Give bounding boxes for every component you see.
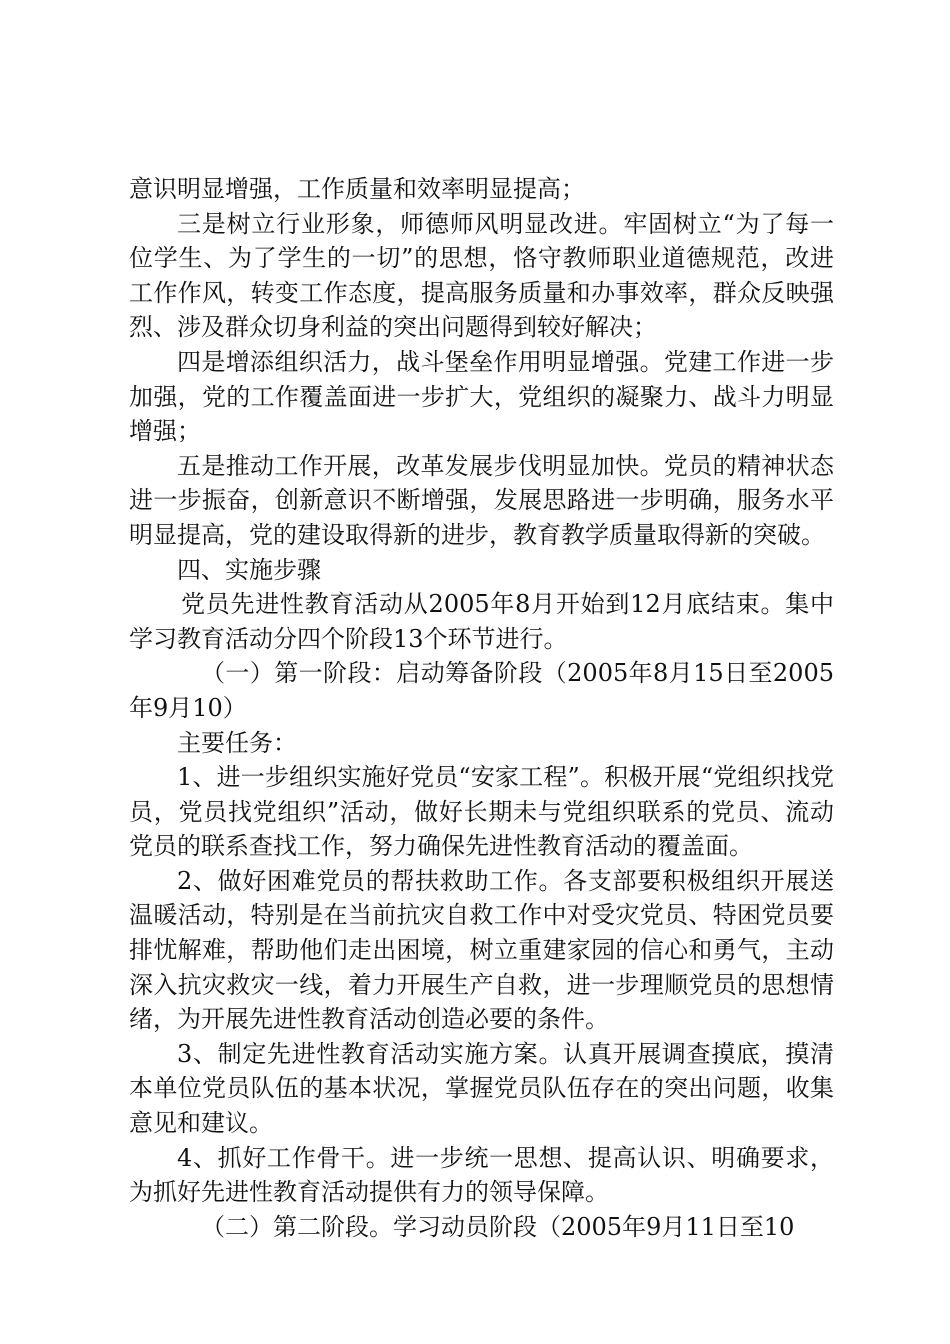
paragraph-point-five: 五是推动工作开展，改革发展步伐明显加快。党员的精神状态进一步振奋，创新意识不断增强，发展思路进一步明确，服务水平明显提高，党的建设取得新的进步，教育教学质量取得新的突破。 <box>129 451 834 549</box>
task-item-4: 4、抓好工作骨干。进一步统一思想、提高认识、明确要求，为抓好先进性教育活动提供有力的领导保障。 <box>129 1143 834 1207</box>
subheading-phase-two: （二）第二阶段。学习动员阶段（2005年9月11日至10 <box>201 1212 795 1241</box>
paragraph-schedule-overview: 党员先进性教育活动从2005年8月开始到12月底结束。集中学习教育活动分四个阶段13个环节进行。 <box>129 590 834 653</box>
paragraph-continuation: 意识明显增强，工作质量和效率明显提高； <box>129 175 585 203</box>
task-item-2: 2、做好困难党员的帮扶救助工作。各支部要积极组织开展送温暖活动，特别是在当前抗灾自救工作中对受灾党员、特困党员要排忧解难，帮助他们走出困境，树立重建家园的信心和勇气，主动深入抗灾救灾一线，着力开展生产自救，进一步理顺党员的思想情绪，为开展先进性教育活动创造必要的条件。 <box>129 866 834 1034</box>
document-body <box>129 172 834 1244</box>
section-heading-implementation-steps: 四、实施步骤 <box>177 555 321 584</box>
subheading-phase-one: （一）第一阶段：启动筹备阶段（2005年8月15日至2005年9月10） <box>129 659 834 722</box>
task-item-3: 3、制定先进性教育活动实施方案。认真开展调查摸底，摸清本单位党员队伍的基本状况，掌握党员队伍存在的突出问题，收集意见和建议。 <box>129 1039 834 1138</box>
paragraph-point-four: 四是增添组织活力，战斗堡垒作用明显增强。党建工作进一步加强，党的工作覆盖面进一步扩大，党组织的凝聚力、战斗力明显增强； <box>129 347 834 446</box>
paragraph-point-three: 三是树立行业形象，师德师风明显改进。牢固树立“为了每一位学生、为了学生的一切”的思想，恪守教师职业道德规范，改进工作作风，转变工作态度，提高服务质量和办事效率，群众反映强烈、涉及群众切身利益的突出问题得到较好解决； <box>129 209 834 342</box>
task-item-1: 1、进一步组织实施好党员“安家工程”。积极开展“党组织找党员，党员找党组织”活动，做好长期未与党组织联系的党员、流动党员的联系查找工作，努力确保先进性教育活动的覆盖面。 <box>129 763 834 861</box>
label-main-tasks: 主要任务： <box>177 728 297 757</box>
